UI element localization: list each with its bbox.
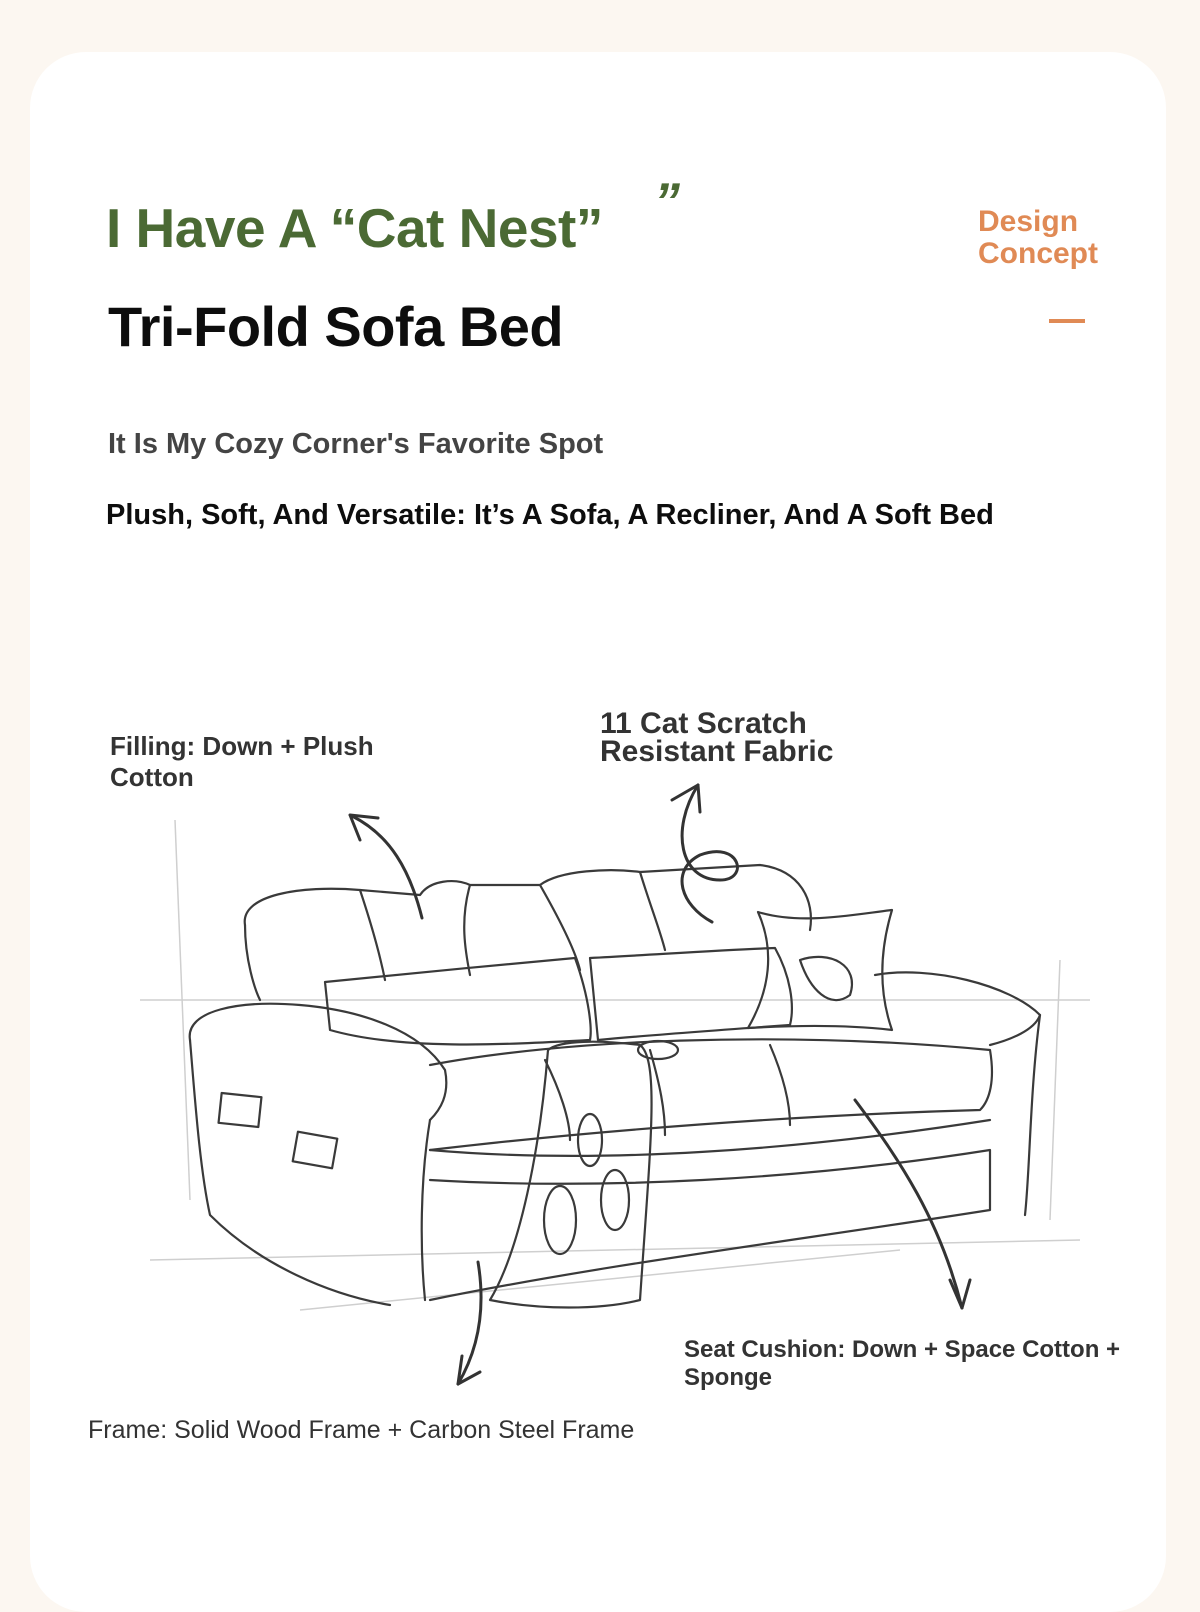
callout-fabric-line1: 11 Cat Scratch bbox=[600, 707, 807, 740]
subtitle: It Is My Cozy Corner's Favorite Spot bbox=[108, 428, 604, 460]
callout-fabric bbox=[600, 707, 900, 768]
callout-seat-cushion: Seat Cushion: Down + Space Cotton + Sponge bbox=[684, 1336, 1121, 1391]
callout-filling: Filling: Down + Plush Cotton bbox=[110, 731, 374, 792]
heading-line1: I Have A “Cat Nest” bbox=[106, 197, 603, 259]
decorative-quote-icon: ” bbox=[654, 173, 680, 231]
callout-frame: Frame: Solid Wood Frame + Carbon Steel Frame bbox=[88, 1416, 635, 1444]
design-concept-line1: Design bbox=[978, 205, 1079, 238]
heading-line2: Tri-Fold Sofa Bed bbox=[108, 295, 564, 358]
design-concept-line2: Concept bbox=[978, 237, 1098, 270]
callout-fabric-line2: Resistant Fabric bbox=[600, 735, 834, 768]
tagline: Plush, Soft, And Versatile: It’s A Sofa, A Recliner, And A Soft Bed bbox=[106, 499, 994, 531]
